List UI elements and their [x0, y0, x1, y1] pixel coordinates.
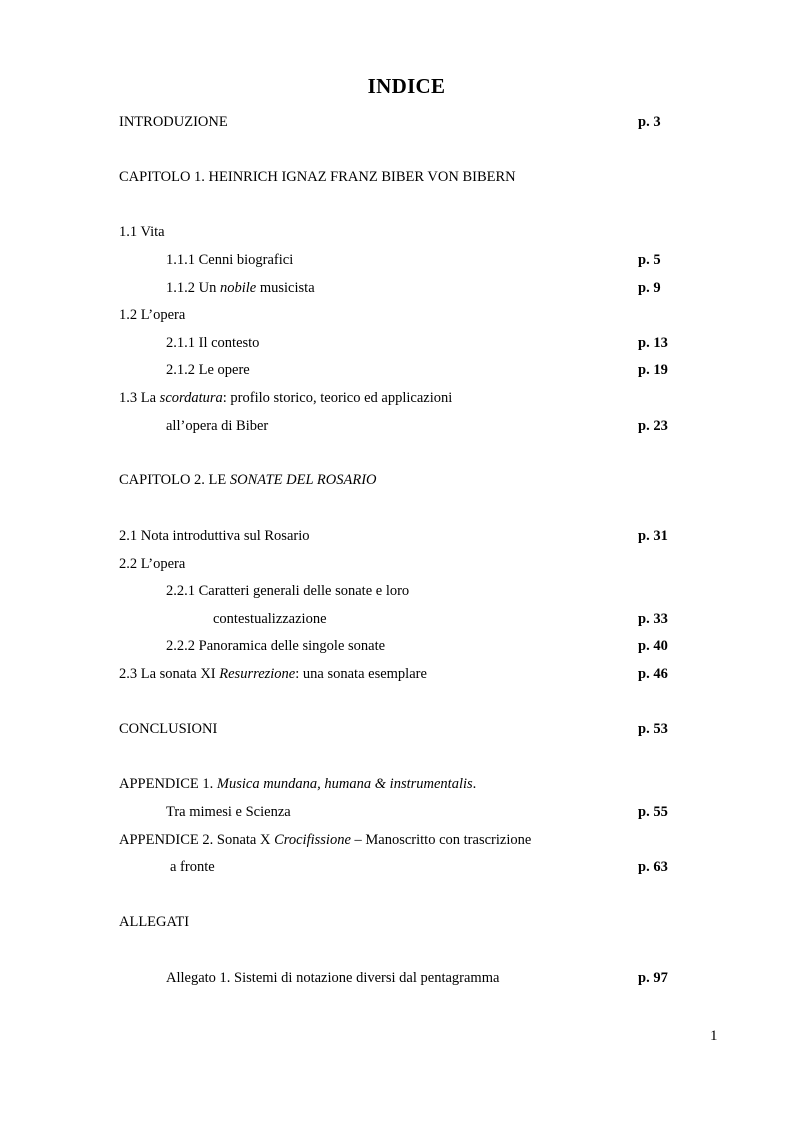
toc-subsection-1-1-2: 1.1.2 Un nobile musicista — [166, 280, 315, 296]
toc-chapter-1: CAPITOLO 1. HEINRICH IGNAZ FRANZ BIBER VON BIBERN — [119, 169, 516, 185]
toc-section-2-1: 2.1 Nota introduttiva sul Rosario — [119, 528, 310, 544]
toc-appendix-1: APPENDICE 1. Musica mundana, humana & instrumentalis. — [119, 776, 477, 792]
toc-page-ref: p. 19 — [638, 362, 668, 378]
toc-page-ref: p. 40 — [638, 638, 668, 654]
toc-allegato-1: Allegato 1. Sistemi di notazione diversi dal pentagramma — [166, 970, 500, 986]
toc-section-1-3-continued: all’opera di Biber — [166, 418, 269, 434]
toc-page-ref: p. 5 — [638, 252, 661, 268]
toc-subsection-2-2-1: 2.2.1 Caratteri generali delle sonate e loro — [166, 583, 410, 599]
toc-page-ref: p. 63 — [638, 859, 668, 875]
toc-appendix-2-continued: a fronte — [170, 859, 215, 875]
toc-page-ref: p. 46 — [638, 666, 668, 682]
toc-section-1-3: 1.3 La scordatura: profilo storico, teorico ed applicazioni — [119, 390, 453, 406]
toc-page-ref: p. 13 — [638, 335, 668, 351]
toc-section-1-2: 1.2 L’opera — [119, 307, 186, 323]
toc-subsection-2-1-2: 2.1.2 Le opere — [166, 362, 250, 378]
toc-conclusioni: CONCLUSIONI — [119, 721, 218, 737]
toc-page-ref: p. 9 — [638, 280, 661, 296]
toc-chapter-2: CAPITOLO 2. LE SONATE DEL ROSARIO — [119, 472, 377, 488]
toc-subsection-2-1-1: 2.1.1 Il contesto — [166, 335, 260, 351]
toc-page-ref: p. 55 — [638, 804, 668, 820]
toc-subsection-2-2-2: 2.2.2 Panoramica delle singole sonate — [166, 638, 386, 654]
toc-page-ref: p. 33 — [638, 611, 668, 627]
toc-page-ref: p. 53 — [638, 721, 668, 737]
page-title: INDICE — [367, 74, 446, 98]
toc-subsection-1-1-1: 1.1.1 Cenni biografici — [166, 252, 294, 268]
toc-section-1-1: 1.1 Vita — [119, 224, 165, 240]
toc-section-2-3: 2.3 La sonata XI Resurrezione: una sonata esemplare — [119, 666, 427, 682]
toc-page-ref: p. 97 — [638, 970, 668, 986]
toc-page-ref: p. 23 — [638, 418, 668, 434]
toc-appendix-1-continued: Tra mimesi e Scienza — [166, 804, 291, 820]
toc-allegati: ALLEGATI — [119, 914, 190, 930]
toc-appendix-2: APPENDICE 2. Sonata X Crocifissione – Manoscritto con trascrizione — [119, 832, 532, 848]
toc-section-2-2: 2.2 L’opera — [119, 556, 186, 572]
toc-subsection-2-2-1-continued: contestualizzazione — [213, 611, 327, 627]
toc-page-ref: p. 3 — [638, 114, 661, 130]
toc-entry-introduzione: INTRODUZIONE — [119, 114, 228, 130]
page-number: 1 — [710, 1028, 718, 1044]
toc-page-ref: p. 31 — [638, 528, 668, 544]
